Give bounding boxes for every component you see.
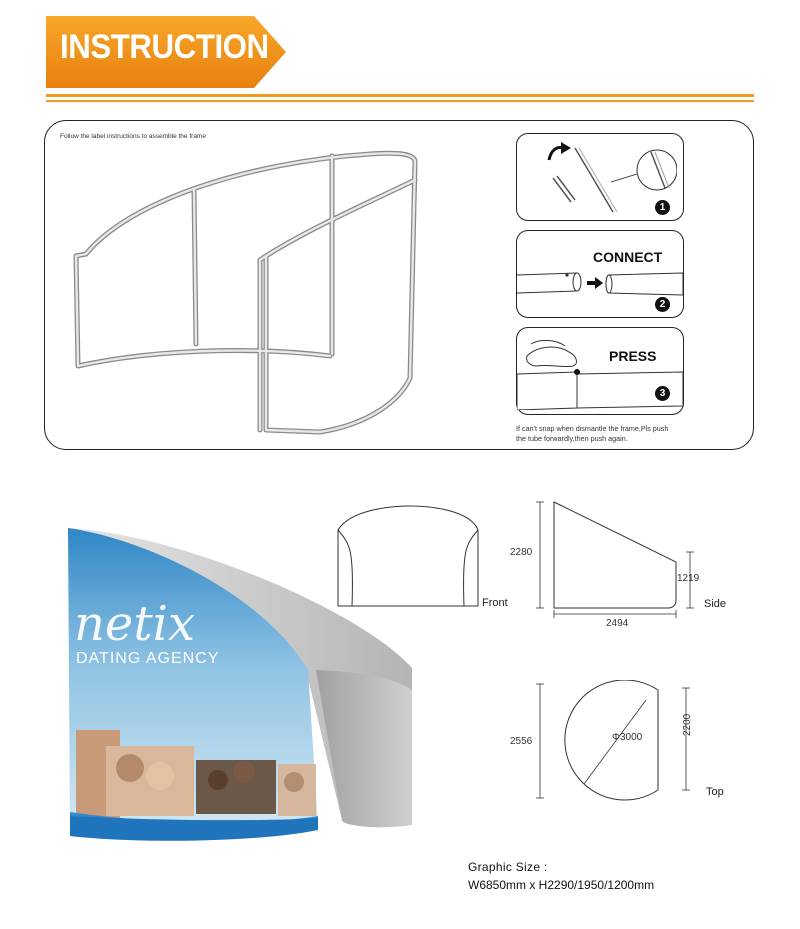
brand-name: netix [74,596,196,652]
top-width-dimension: 2200 [682,713,693,736]
assembly-note: Follow the label instructions to assemble the frame [60,133,206,140]
step-title: PRESS [609,348,657,364]
side-view-drawing [528,500,708,630]
top-label: Top [706,786,724,798]
side-width-dimension: 2494 [606,618,629,629]
graphic-size-value: W6850mm x H2290/1950/1200mm [468,878,655,892]
top-view-drawing [528,680,708,810]
brand-tagline: DATING AGENCY [76,650,220,667]
warning-line-2: the tube forwardly,then push again. [516,434,628,443]
graphic-size-label: Graphic Size : [468,860,548,874]
warning-line-1: If can't snap when dismantle the frame,Pls push [516,424,669,433]
step-3-card [516,327,684,415]
front-view-drawing [330,500,500,610]
side-label: Side [704,598,727,610]
header-rule [46,94,754,97]
front-label: Front [482,597,508,609]
frame-illustration [70,140,430,440]
step-2-card [516,230,684,318]
step-number: 3 [655,386,670,401]
step-title: CONNECT [593,249,663,265]
top-depth-dimension: 2556 [510,736,533,747]
front-height-dimension: 2280 [510,547,533,558]
side-height-dimension: 1219 [677,573,700,584]
step-number: 1 [655,200,670,215]
header-rule-thin [46,100,754,102]
page-title: INSTRUCTION [60,28,269,66]
step-number: 2 [655,297,670,312]
step-1-card [516,133,684,221]
dismantle-warning [516,424,706,444]
top-diameter-dimension: Φ3000 [612,732,643,743]
